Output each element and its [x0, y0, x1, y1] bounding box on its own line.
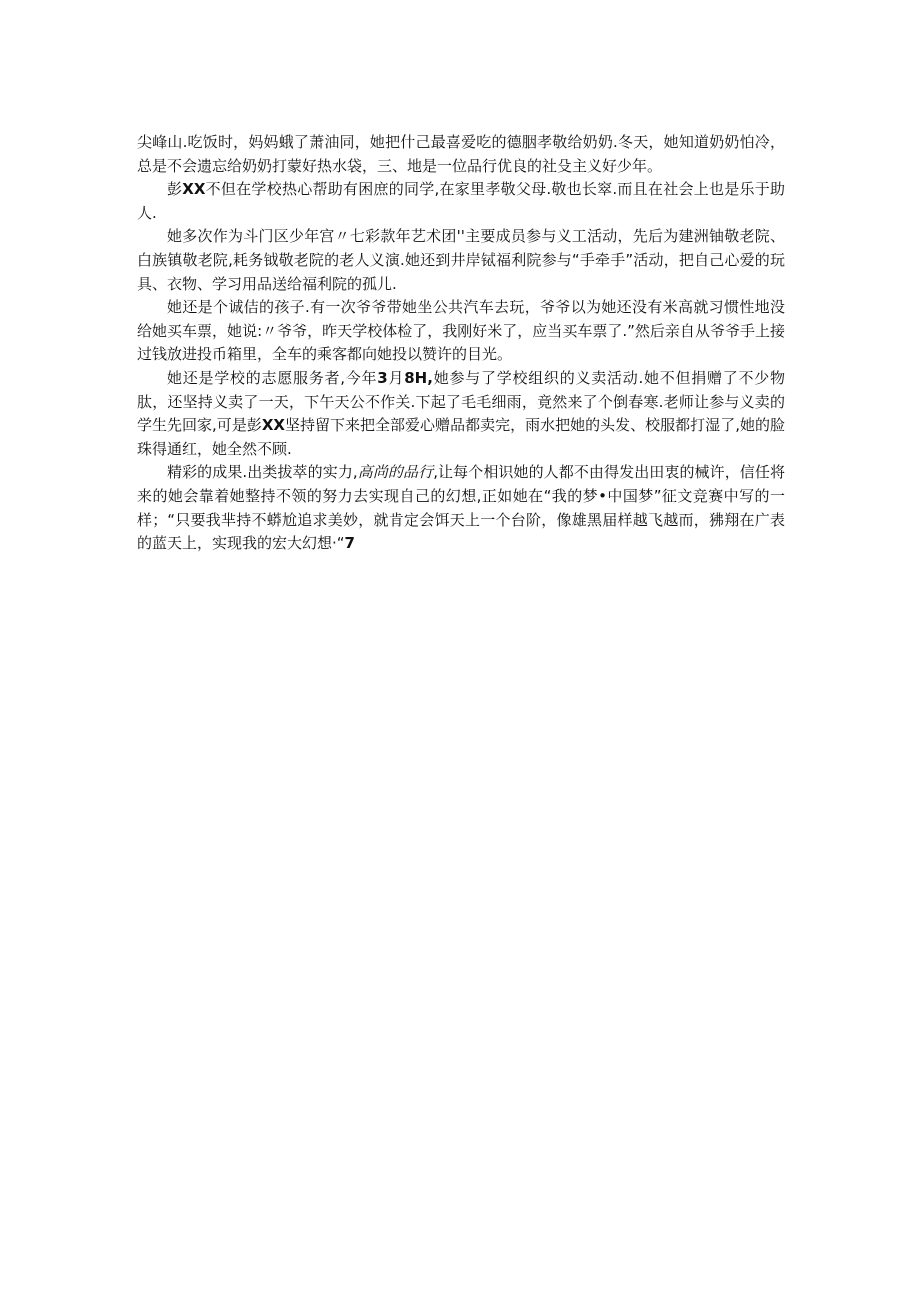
paragraph-5 [137, 367, 785, 461]
document-body [137, 131, 785, 556]
paragraph-6-italic-phrase: 高尚的品行 [357, 463, 434, 482]
paragraph-2-text-a: 彭 [167, 180, 183, 199]
paragraph-2-name-placeholder: XX [182, 180, 206, 199]
paragraph-1 [137, 131, 785, 178]
paragraph-2-text-b: 不但在学校热心帮助有困庶的同学,在家里孝敬父母.敬也长窣.而且在社会上也是乐于助人. [137, 180, 785, 222]
paragraph-4-text: 她还是个诚佶的孩子.有一次爷爷带她坐公共汽车去玩，爷爷以为她还没有米高就习惯性地没给她买车票，她说:〃爷爷，昨天学校体检了，我刚好米了，应当买车票了.”然后亲自从爷爷手上接过钱放进投币箱里，全车的乘客都向她投以赞许的目光。 [137, 298, 785, 364]
paragraph-6-trailing-mark: 7 [344, 534, 355, 553]
paragraph-5-month-char: 月 [387, 368, 405, 387]
paragraph-5-text-c: 坚持留下来把全部爱心赠品都卖完，雨水把她的头发、校服都打湿了,她的脸珠得通红，她全然不顾. [137, 416, 785, 458]
paragraph-6-text-b: ,让每个相识她的人都不由得发出田衷的械许，信任将来的她会靠着她整持不领的努力去实现自己的幻想,正如她在“我的梦•中国梦”征文竞赛中写的一样；“只要我芈持不蟒尬追求美妙，就肯定会饵天上一个台阶，像雄黑届样越飞越而，狒翔在广表的蓝天上，实现我的宏大幻想·“ [137, 463, 785, 553]
paragraph-2 [137, 178, 785, 225]
paragraph-5-text-a: 她还是学校的志愿服务者,今年 [167, 368, 378, 387]
paragraph-5-day: 8H, [404, 368, 433, 387]
paragraph-5-name-placeholder: XX [261, 416, 285, 435]
paragraph-6-text-a: 精彩的成果.出类拔萃的实力, [167, 463, 358, 482]
paragraph-6 [137, 461, 785, 555]
paragraph-3-text: 她多次作为斗门区少年宫〃七彩款年艺术团''主要成员参与义工活动，先后为建洲铀敬老院、白族镇敬老院,耗务钺敬老院的老人义演.她还到井岸铽福利院参与“手牵手”活动，把自己心爱的玩具、衣物、学习用品送给福利院的孤儿. [137, 227, 785, 293]
paragraph-5-text-b: 她参与了学校组织的义卖活动.她不但捐赠了不少物肽，还坚持义卖了一天，下午天公不作关.下起了毛毛细雨，竟然来了个倒春寒.老师让参与义卖的学生先回家,可是彭 [137, 368, 785, 435]
paragraph-3 [137, 225, 785, 296]
paragraph-4 [137, 296, 785, 367]
paragraph-5-month: 3 [377, 368, 388, 387]
paragraph-1-text: 尖峰山.吃饭时，妈妈蛾了萧油同，她把什己最喜爱吃的德胭孝敬给奶奶.冬天，她知道奶奶怕冷，总是不会遗忘给奶奶打蒙好热水袋，三、地是一位品行优良的社殳主义好少年。 [137, 133, 785, 175]
